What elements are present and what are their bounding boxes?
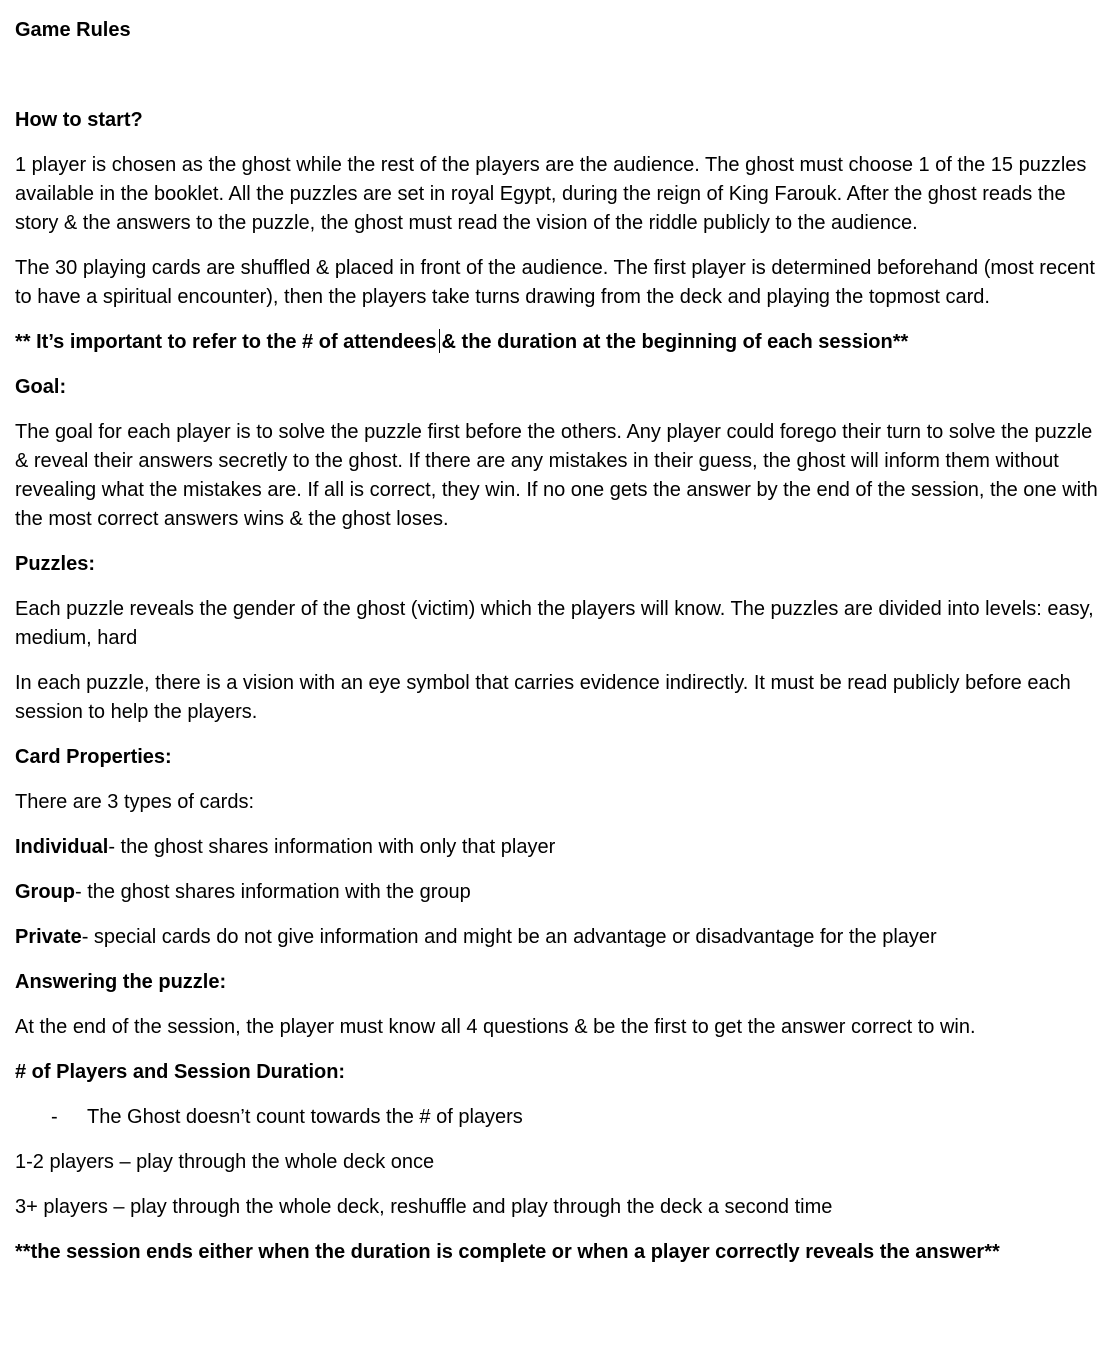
final-note: **the session ends either when the duration is complete or when a player correctly reveals the answer** (15, 1241, 1000, 1263)
card-type-individual (15, 833, 1100, 862)
card-type-name: Group (15, 881, 75, 903)
document-title: Game Rules (15, 19, 131, 41)
card-type-desc: - special cards do not give information and might be an advantage or disadvantage for the player (81, 926, 937, 948)
paragraph-puzzles-1: Each puzzle reveals the gender of the ghost (victim) which the players will know. The puzzles are divided into levels: easy, medium, hard (15, 598, 1094, 649)
paragraph-puzzles-2: In each puzzle, there is a vision with an eye symbol that carries evidence indirectly. It must be read publicly before each session to help the players. (15, 672, 1071, 723)
bullet-text: The Ghost doesn’t count towards the # of players (87, 1106, 523, 1128)
paragraph-card-types-intro: There are 3 types of cards: (15, 791, 255, 813)
document-body (15, 16, 1100, 1283)
bullet-item (15, 1103, 1100, 1132)
heading-puzzles: Puzzles: (15, 553, 96, 575)
paragraph-players-1-2: 1-2 players – play through the whole deck once (15, 1151, 435, 1173)
heading-answering: Answering the puzzle: (15, 971, 227, 993)
heading-card-properties: Card Properties: (15, 746, 172, 768)
heading-how-to-start: How to start? (15, 109, 143, 131)
important-note (15, 328, 1100, 357)
paragraph-answering: At the end of the session, the player must know all 4 questions & be the first to get the answer correct to win. (15, 1016, 976, 1038)
important-note-part-2: & the duration at the beginning of each session** (441, 331, 909, 353)
card-type-private (15, 923, 1100, 952)
heading-players-duration: # of Players and Session Duration: (15, 1061, 346, 1083)
heading-goal: Goal: (15, 376, 67, 398)
paragraph-how-to-start-2: The 30 playing cards are shuffled & placed in front of the audience. The first player is determined beforehand (most recent to have a spiritual encounter), then the players take turns drawing from the deck and playing the topmost card. (15, 257, 1095, 308)
paragraph-players-3-plus: 3+ players – play through the whole deck, reshuffle and play through the deck a second time (15, 1196, 833, 1218)
card-type-desc: - the ghost shares information with only that player (108, 836, 556, 858)
paragraph-goal: The goal for each player is to solve the puzzle first before the others. Any player could forego their turn to solve the puzzle & reveal their answers secretly to the ghost. If there are any mistakes in their guess, the ghost will inform them without revealing what the mistakes are. If all is correct, they win. If no one gets the answer by the end of the session, the one with the most correct answers wins & the ghost loses. (15, 421, 1098, 530)
card-type-name: Individual (15, 836, 109, 858)
bullet-marker: - (51, 1106, 58, 1128)
card-type-name: Private (15, 926, 82, 948)
card-type-desc: - the ghost shares information with the group (75, 881, 471, 903)
text-cursor (439, 329, 440, 353)
paragraph-how-to-start-1: 1 player is chosen as the ghost while the rest of the players are the audience. The ghost must choose 1 of the 15 puzzles available in the booklet. All the puzzles are set in royal Egypt, during the reign of King Farouk. After the ghost reads the story & the answers to the puzzle, the ghost must read the vision of the riddle publicly to the audience. (15, 154, 1087, 234)
card-type-group (15, 878, 1100, 907)
important-note-part-1: ** It’s important to refer to the # of attendees (15, 331, 437, 353)
